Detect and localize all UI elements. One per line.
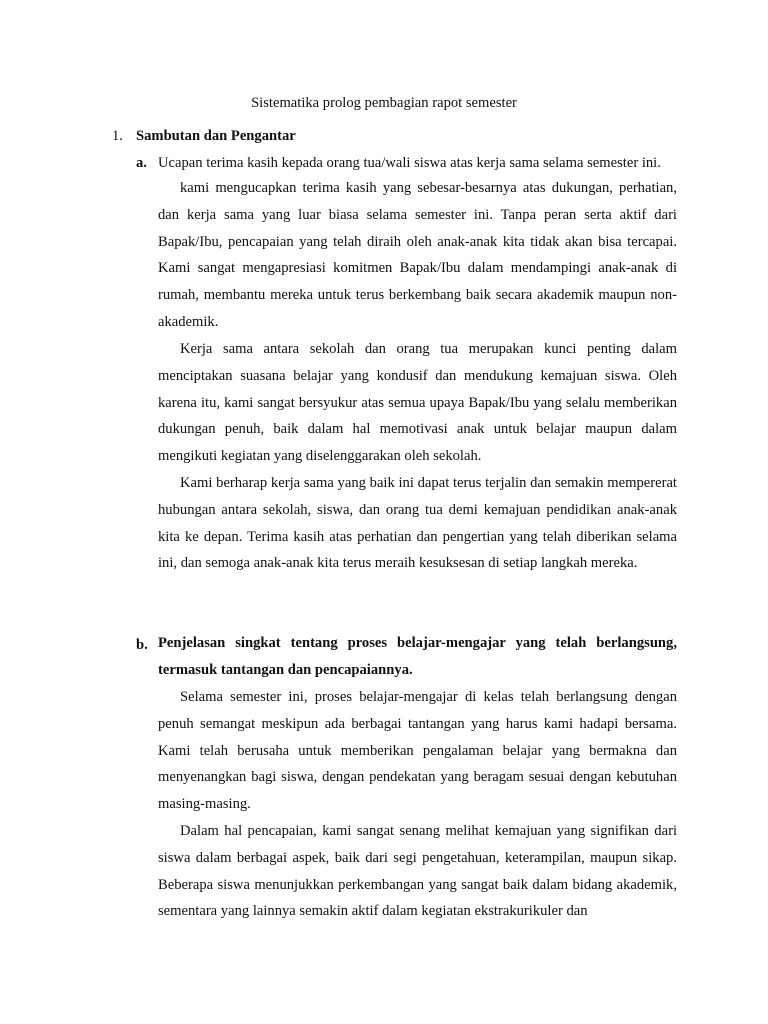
paragraph: Kerja sama antara sekolah dan orang tua merupakan kunci penting dalam menciptakan suasana belajar yang kondusif dan mendukung kemajuan siswa. Oleh karena itu, kami sangat bersyukur atas semua upaya Bapak/Ibu yang selalu memberikan dukungan penuh, baik dalam hal memotivasi anak untuk belajar maupun dalam mengikuti kegiatan yang diselenggarakan oleh sekolah. [158,341,677,465]
section-heading: Sambutan dan Pengantar [136,128,296,144]
paragraph: Kami berharap kerja sama yang baik ini dapat terus terjalin dan semakin mempererat hubungan antara sekolah, siswa, dan orang tua demi kemajuan pendidikan anak-anak kita ke depan. Terima kasih atas perhatian dan pengertian yang telah diberikan selama ini, dan semoga anak-anak kita terus meraih kesuksesan di setiap langkah mereka. [158,475,677,572]
paragraph: Selama semester ini, proses belajar-mengajar di kelas telah berlangsung dengan penuh semangat meskipun ada berbagai tantangan yang harus kami hadapi bersama. Kami telah berusaha untuk memberikan pengalaman belajar yang bermakna dan menyenangkan bagi siswa, dengan pendekatan yang beragam sesuai dengan kebutuhan masing-masing. [158,689,677,813]
item-b-heading: Penjelasan singkat tentang proses belajar-mengajar yang telah berlangsung, termasuk tantangan dan pencapaiannya. [158,635,677,678]
paragraph: kami mengucapkan terima kasih yang sebesar-besarnya atas dukungan, perhatian, dan kerja sama yang luar biasa selama semester ini. Tanpa peran serta aktif dari Bapak/Ibu, pencapaian yang telah diraih oleh anak-anak kita tidak akan bisa tercapai. Kami sangat mengapresiasi komitmen Bapak/Ibu dalam mendampingi anak-anak di rumah, membantu mereka untuk terus berkembang baik secara akademik maupun non-akademik. [158,180,677,330]
section-number: 1. [112,128,123,144]
item-a-letter: a. [136,155,147,171]
item-b-letter: b. [136,637,148,653]
paragraph: Dalam hal pencapaian, kami sangat senang melihat kemajuan yang signifikan dari siswa dalam berbagai aspek, baik dari segi pengetahuan, keterampilan, maupun sikap. Beberapa siswa menunjukkan perkembangan yang sangat baik dalam bidang akademik, sementara yang lainnya semakin aktif dalam kegiatan ekstrakurikuler dan [158,823,677,920]
document-title: Sistematika prolog pembagian rapot semester [251,95,517,111]
item-a-text: Ucapan terima kasih kepada orang tua/wali siswa atas kerja sama selama semester ini. [158,155,661,171]
